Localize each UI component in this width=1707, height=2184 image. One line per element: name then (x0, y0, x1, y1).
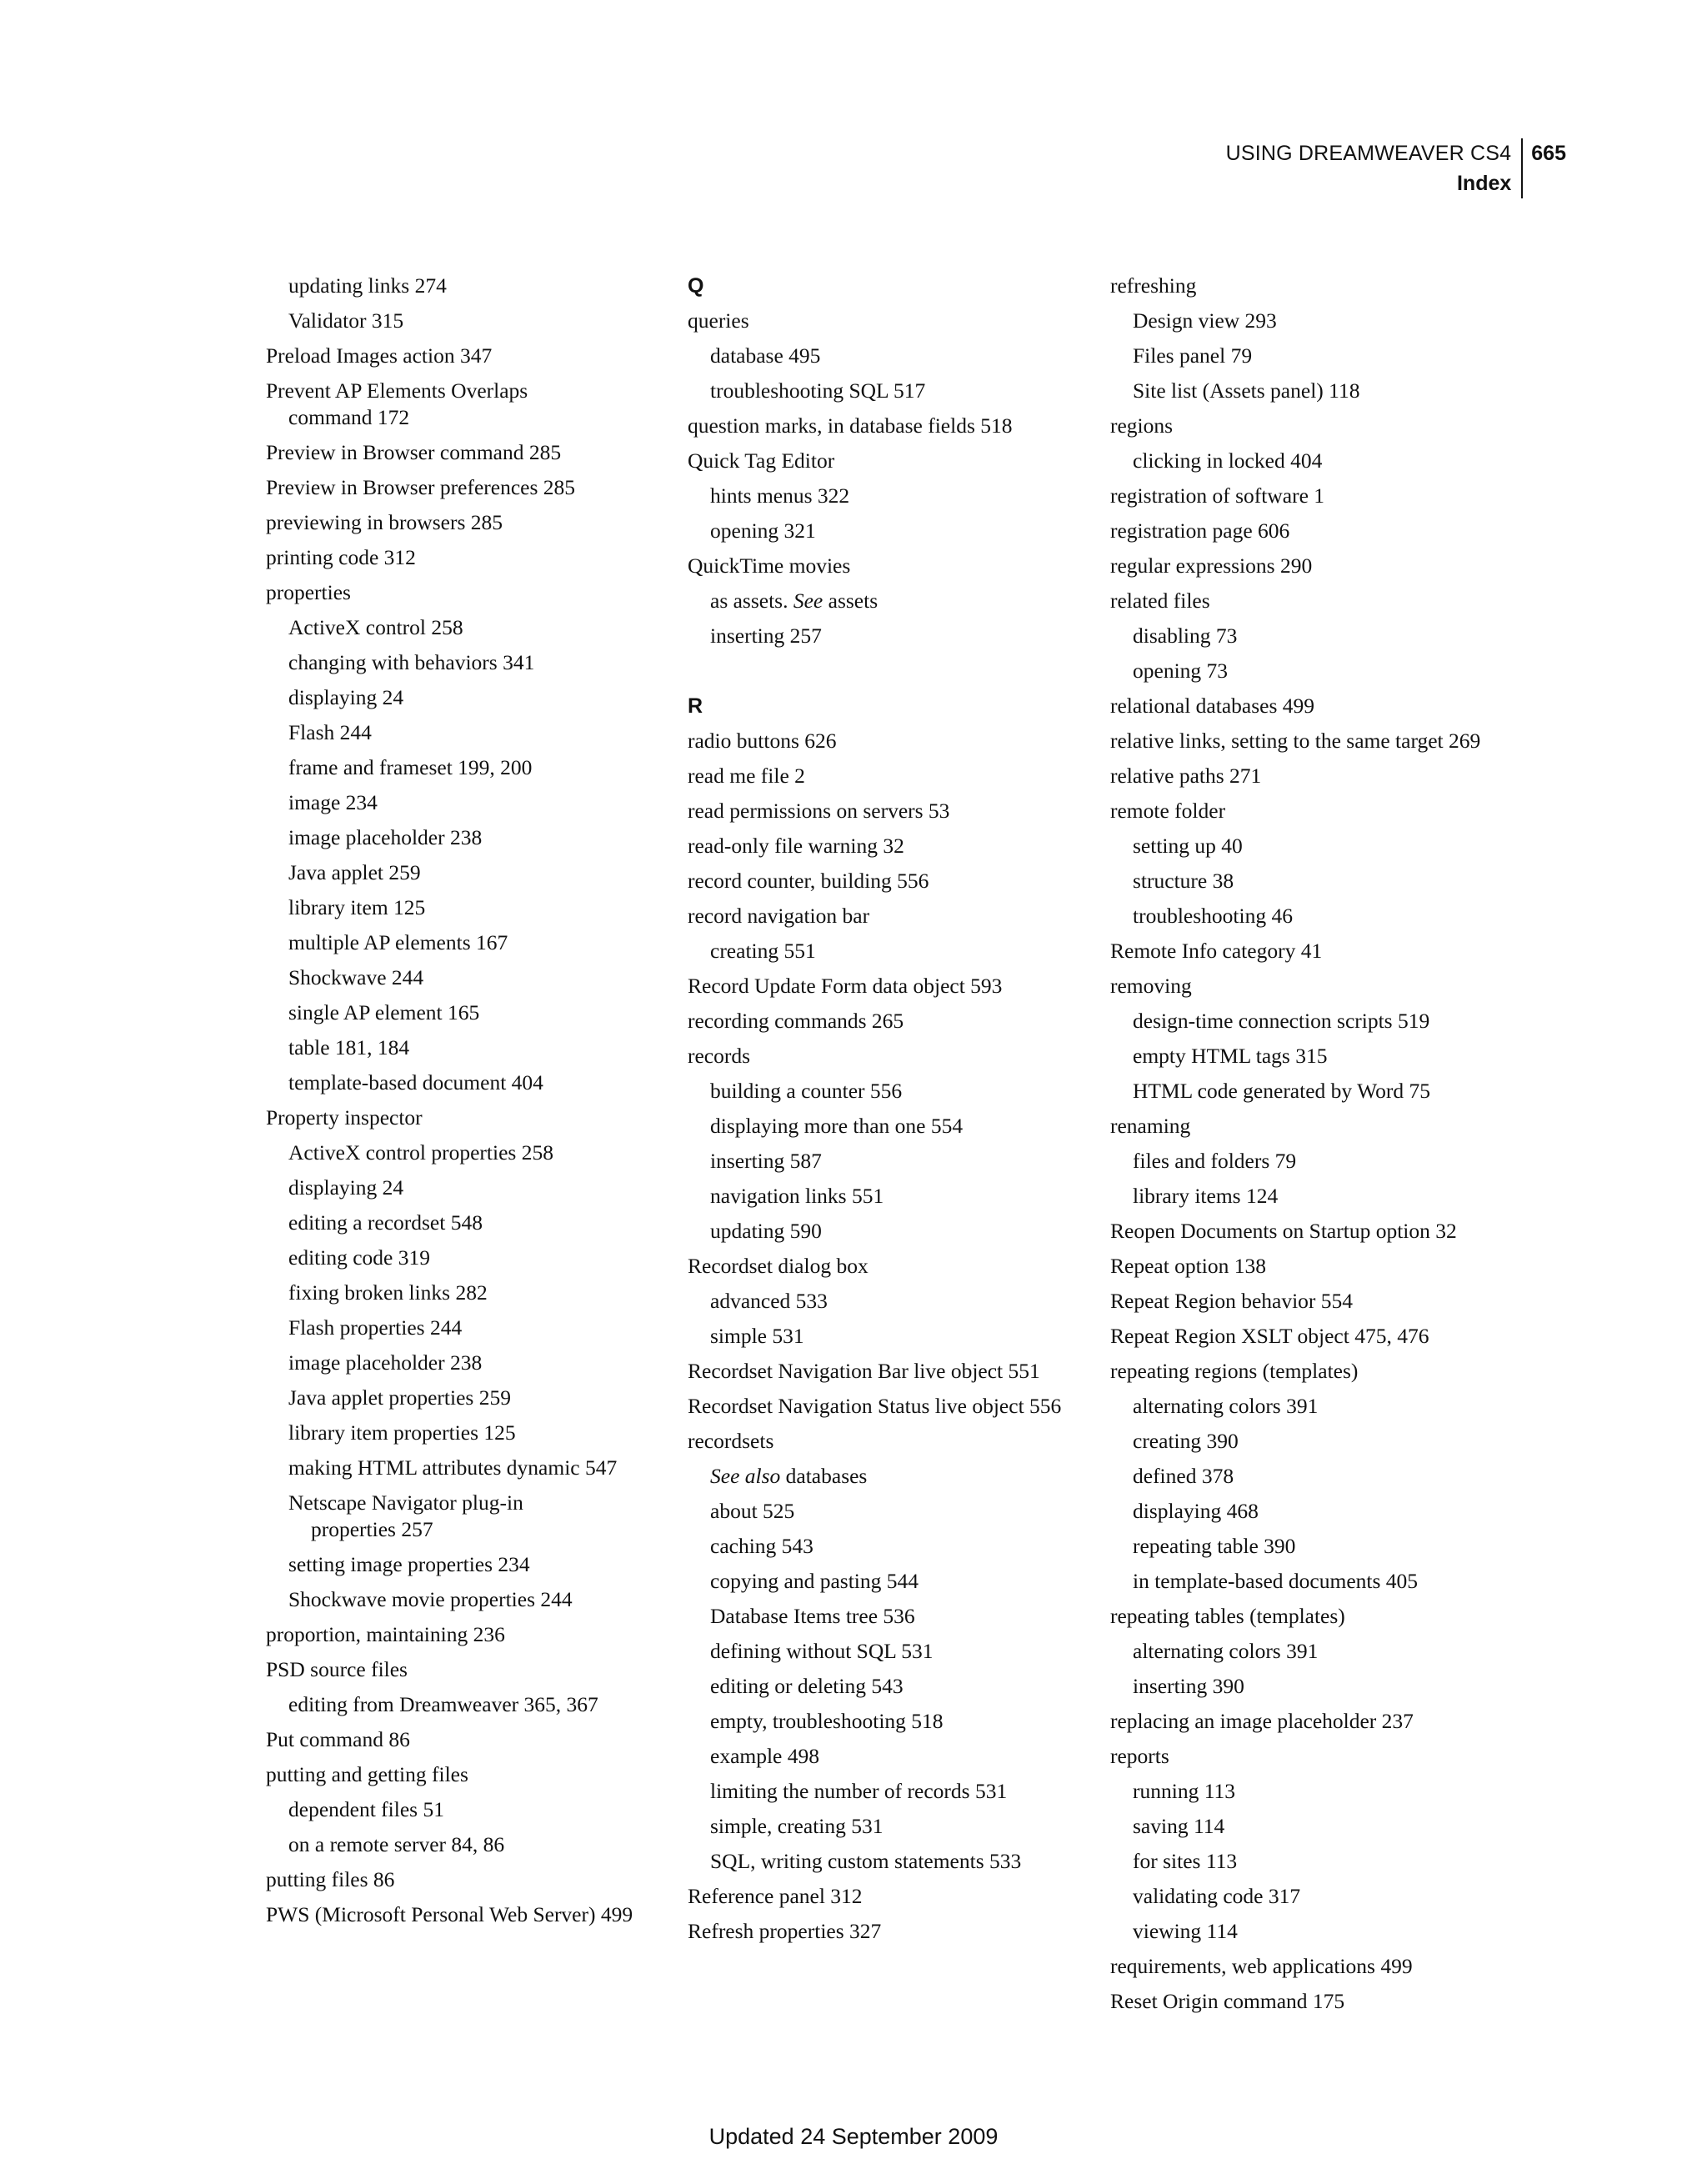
entry-text: opening 73 (1133, 659, 1229, 683)
entry-text: Java applet 259 (288, 860, 421, 884)
index-subentry (688, 1704, 1088, 1739)
entry-text: properties (266, 580, 351, 604)
index-subentry (688, 1529, 1088, 1564)
entry-text: Recordset dialog box (688, 1254, 869, 1278)
index-subentry (688, 1074, 1088, 1109)
entry-text: Reference panel 312 (688, 1884, 863, 1908)
cross-reference-target: assets (823, 589, 879, 613)
index-entry (1110, 1109, 1510, 1144)
index-subentry (1110, 1844, 1510, 1879)
index-entry (1110, 934, 1510, 969)
index-subentry (1110, 373, 1510, 408)
entry-text: repeating tables (templates) (1110, 1604, 1345, 1628)
index-entry (266, 470, 666, 505)
index-entry (688, 1424, 1088, 1459)
index-column-3 (1110, 268, 1510, 2019)
index-subentry (1110, 1879, 1510, 1914)
index-subentry (688, 1564, 1088, 1599)
entry-text: editing or deleting 543 (710, 1674, 904, 1698)
index-subentry (688, 934, 1088, 969)
index-subentry (688, 1284, 1088, 1319)
index-entry (266, 1722, 666, 1757)
entry-text: files and folders 79 (1133, 1149, 1297, 1173)
entry-text: Repeat Region XSLT object 475, 476 (1110, 1324, 1429, 1348)
entry-text: repeating regions (templates) (1110, 1359, 1359, 1383)
index-subentry (688, 619, 1088, 654)
section-gap (688, 654, 1088, 689)
entry-text: navigation links 551 (710, 1184, 884, 1208)
index-entry (688, 899, 1088, 934)
index-subentry (266, 1030, 666, 1065)
cross-reference-label: See also (710, 1464, 781, 1488)
entry-text: copying and pasting 544 (710, 1569, 919, 1593)
entry-text: records (688, 1044, 751, 1068)
index-subentry (1110, 1424, 1510, 1459)
index-subentry (266, 1345, 666, 1380)
index-subentry (266, 680, 666, 715)
index-subentry (688, 1214, 1088, 1249)
entry-text: related files (1110, 589, 1210, 613)
index-entry (1110, 1949, 1510, 1984)
entry-text: setting image properties 234 (288, 1552, 530, 1576)
index-entry (266, 575, 666, 610)
entry-text: inserting 587 (710, 1149, 822, 1173)
index-letter-heading: R (688, 694, 703, 718)
entry-text: setting up 40 (1133, 834, 1243, 858)
entry-text: clicking in locked 404 (1133, 448, 1323, 473)
entry-text: Reopen Documents on Startup option 32 (1110, 1219, 1457, 1243)
entry-text: proportion, maintaining 236 (266, 1622, 505, 1646)
index-subentry (688, 584, 1088, 619)
entry-text: queries (688, 308, 749, 333)
entry-text: empty HTML tags 315 (1133, 1044, 1328, 1068)
entry-text: image placeholder 238 (288, 1350, 483, 1375)
entry-text: Quick Tag Editor (688, 448, 835, 473)
index-entry (266, 1100, 666, 1135)
entry-text: Shockwave movie properties 244 (288, 1587, 573, 1611)
entry-text: image placeholder 238 (288, 825, 483, 849)
entry-text: registration of software 1 (1110, 483, 1325, 508)
index-subentry (1110, 654, 1510, 689)
entry-text: displaying more than one 554 (710, 1114, 964, 1138)
entry-text: remote folder (1110, 799, 1226, 823)
index-entry (1110, 1214, 1510, 1249)
entry-text: disabling 73 (1133, 624, 1238, 648)
index-subentry (1110, 338, 1510, 373)
index-entry (688, 1039, 1088, 1074)
index-entry (688, 303, 1088, 338)
index-entry (688, 794, 1088, 829)
index-subentry (1110, 1179, 1510, 1214)
entry-text: Recordset Navigation Status live object 556 (688, 1394, 1062, 1418)
index-subentry (1110, 899, 1510, 934)
entry-text: multiple AP elements 167 (288, 930, 508, 954)
index-entry (1110, 1739, 1510, 1774)
index-subentry (1110, 1529, 1510, 1564)
index-subentry (266, 750, 666, 785)
entry-text: putting files 86 (266, 1867, 395, 1891)
page-footer: Updated 24 September 2009 (708, 2124, 999, 2149)
entry-text: relative paths 271 (1110, 764, 1262, 788)
index-subentry (266, 1485, 666, 1547)
entry-text: alternating colors 391 (1133, 1394, 1319, 1418)
index-subentry (266, 715, 666, 750)
index-entry (1110, 1599, 1510, 1634)
index-entry (688, 829, 1088, 864)
index-entry (688, 1004, 1088, 1039)
index-subentry (266, 1240, 666, 1275)
index-subentry (266, 268, 666, 303)
running-header (1226, 138, 1566, 198)
entry-text: updating 590 (710, 1219, 822, 1243)
entry-text: fixing broken links 282 (288, 1280, 488, 1305)
index-subentry (1110, 1459, 1510, 1494)
index-subentry (688, 1179, 1088, 1214)
index-subentry (688, 478, 1088, 513)
entry-text: Repeat option 138 (1110, 1254, 1266, 1278)
index-entry (1110, 408, 1510, 443)
index-entry (1110, 1984, 1510, 2019)
index-subentry (688, 373, 1088, 408)
index-subentry (266, 1582, 666, 1617)
index-subentry (1110, 1494, 1510, 1529)
entry-text: inserting 257 (710, 624, 822, 648)
index-subentry (688, 1494, 1088, 1529)
index-entry (688, 864, 1088, 899)
entry-text: displaying 24 (288, 1175, 404, 1200)
index-entry (1110, 724, 1510, 759)
entry-text: template-based document 404 (288, 1070, 543, 1095)
index-entry (688, 759, 1088, 794)
entry-text: about 525 (710, 1499, 795, 1523)
entry-text: defining without SQL 531 (710, 1639, 934, 1663)
entry-text: example 498 (710, 1744, 819, 1768)
index-subentry (266, 960, 666, 995)
entry-text: displaying 468 (1133, 1499, 1259, 1523)
entry-text: displaying 24 (288, 685, 404, 709)
index-column-1 (266, 268, 666, 1932)
index-entry (266, 373, 666, 435)
index-entry (1110, 1284, 1510, 1319)
entry-text: on a remote server 84, 86 (288, 1832, 505, 1856)
index-subentry (266, 1827, 666, 1862)
entry-text: Files panel 79 (1133, 343, 1253, 368)
index-subentry (266, 1065, 666, 1100)
index-subentry (688, 1774, 1088, 1809)
index-subentry (266, 1170, 666, 1205)
entry-text: table 181, 184 (288, 1035, 410, 1059)
index-subentry (266, 890, 666, 925)
index-letter-heading: Q (688, 274, 704, 298)
index-entry (266, 338, 666, 373)
entry-text: printing code 312 (266, 545, 416, 569)
index-entry (1110, 1249, 1510, 1284)
entry-text: registration page 606 (1110, 518, 1290, 543)
index-entry (1110, 1319, 1510, 1354)
index-subentry (688, 1669, 1088, 1704)
entry-text: PSD source files (266, 1657, 408, 1681)
entry-text: inserting 390 (1133, 1674, 1244, 1698)
section-title: Index (1456, 172, 1512, 195)
index-subentry (266, 1135, 666, 1170)
index-subentry (1110, 1774, 1510, 1809)
entry-continuation: command 172 (288, 405, 410, 429)
index-subentry (266, 1275, 666, 1310)
index-subentry (1110, 1564, 1510, 1599)
index-subentry (688, 1459, 1088, 1494)
index-subentry (266, 645, 666, 680)
entry-text: Java applet properties 259 (288, 1385, 511, 1410)
entry-text: SQL, writing custom statements 533 (710, 1849, 1022, 1873)
index-entry (688, 724, 1088, 759)
index-subentry (688, 1634, 1088, 1669)
entry-text: Remote Info category 41 (1110, 939, 1323, 963)
entry-text: renaming (1110, 1114, 1191, 1138)
index-entry (688, 549, 1088, 584)
entry-text: structure 38 (1133, 869, 1234, 893)
index-column-2 (688, 268, 1088, 1949)
entry-text: read me file 2 (688, 764, 805, 788)
entry-text: as assets. (710, 589, 793, 613)
entry-text: HTML code generated by Word 75 (1133, 1079, 1430, 1103)
index-entry (266, 435, 666, 470)
entry-text: changing with behaviors 341 (288, 650, 535, 674)
index-entry (266, 1757, 666, 1792)
index-entry (266, 1862, 666, 1897)
index-entry (688, 443, 1088, 478)
entry-text: relational databases 499 (1110, 694, 1314, 718)
index-entry (266, 505, 666, 540)
entry-text: regular expressions 290 (1110, 554, 1313, 578)
index-entry (1110, 268, 1510, 303)
entry-text: library item 125 (288, 895, 426, 919)
index-entry (1110, 759, 1510, 794)
entry-text: troubleshooting 46 (1133, 904, 1293, 928)
index-subentry (266, 303, 666, 338)
entry-text: editing a recordset 548 (288, 1210, 483, 1235)
index-subentry (688, 1844, 1088, 1879)
index-subentry (266, 1687, 666, 1722)
entry-text: updating links 274 (288, 273, 447, 298)
entry-text: creating 551 (710, 939, 816, 963)
index-subentry (1110, 1914, 1510, 1949)
entry-text: limiting the number of records 531 (710, 1779, 1008, 1803)
entry-text: hints menus 322 (710, 483, 850, 508)
entry-text: design-time connection scripts 519 (1133, 1009, 1430, 1033)
index-entry (688, 1914, 1088, 1949)
index-entry (266, 1652, 666, 1687)
entry-text: read permissions on servers 53 (688, 799, 950, 823)
entry-text: regions (1110, 413, 1174, 438)
index-subentry (688, 1109, 1088, 1144)
index-subentry (266, 820, 666, 855)
index-entry (1110, 549, 1510, 584)
entry-text: opening 321 (710, 518, 816, 543)
header-text (1226, 138, 1522, 198)
index-subentry (1110, 1809, 1510, 1844)
entry-text: image 234 (288, 790, 378, 814)
entry-text: Property inspector (266, 1105, 423, 1130)
entry-text: ActiveX control 258 (288, 615, 463, 639)
entry-text: read-only file warning 32 (688, 834, 904, 858)
entry-text: building a counter 556 (710, 1079, 903, 1103)
index-entry (266, 1617, 666, 1652)
entry-text: Preview in Browser preferences 285 (266, 475, 576, 499)
index-entry (1110, 689, 1510, 724)
entry-text: Recordset Navigation Bar live object 551 (688, 1359, 1040, 1383)
index-entry (1110, 794, 1510, 829)
index-subentry (688, 1144, 1088, 1179)
entry-text: radio buttons 626 (688, 729, 837, 753)
entry-text: creating 390 (1133, 1429, 1239, 1453)
entry-text: Put command 86 (266, 1727, 410, 1751)
cross-reference-target: databases (780, 1464, 868, 1488)
index-subentry (266, 1205, 666, 1240)
index-subentry (1110, 1144, 1510, 1179)
index-subentry (266, 1450, 666, 1485)
entry-continuation: properties 257 (311, 1517, 433, 1541)
entry-text: frame and frameset 199, 200 (288, 755, 533, 779)
entry-text: empty, troubleshooting 518 (710, 1709, 944, 1733)
entry-text: recording commands 265 (688, 1009, 904, 1033)
entry-text: advanced 533 (710, 1289, 828, 1313)
entry-text: Flash 244 (288, 720, 372, 744)
entry-text: reports (1110, 1744, 1169, 1768)
entry-text: Design view 293 (1133, 308, 1277, 333)
index-entry (1110, 513, 1510, 549)
index-entry (1110, 969, 1510, 1004)
index-subentry (1110, 829, 1510, 864)
entry-text: Shockwave 244 (288, 965, 424, 989)
entry-text: for sites 113 (1133, 1849, 1238, 1873)
entry-text: in template-based documents 405 (1133, 1569, 1419, 1593)
index-subentry (1110, 303, 1510, 338)
entry-text: database 495 (710, 343, 821, 368)
entry-text: recordsets (688, 1429, 774, 1453)
entry-text: replacing an image placeholder 237 (1110, 1709, 1414, 1733)
entry-text: Validator 315 (288, 308, 404, 333)
index-subentry (266, 1310, 666, 1345)
entry-text: editing code 319 (288, 1245, 430, 1270)
page-number: 665 (1531, 142, 1566, 165)
entry-text: defined 378 (1133, 1464, 1234, 1488)
index-subentry (1110, 1389, 1510, 1424)
entry-text: viewing 114 (1133, 1919, 1238, 1943)
index-entry (688, 1389, 1088, 1424)
entry-text: library items 124 (1133, 1184, 1279, 1208)
index-subentry (266, 785, 666, 820)
entry-text: caching 543 (710, 1534, 813, 1558)
index-entry (1110, 478, 1510, 513)
entry-text: dependent files 51 (288, 1797, 444, 1821)
entry-text: making HTML attributes dynamic 547 (288, 1455, 618, 1480)
index-entry (688, 408, 1088, 443)
entry-text: running 113 (1133, 1779, 1236, 1803)
entry-text: single AP element 165 (288, 1000, 480, 1024)
index-entry (1110, 584, 1510, 619)
index-subentry (688, 338, 1088, 373)
index-subentry (688, 1809, 1088, 1844)
index-subentry (1110, 1634, 1510, 1669)
index-entry (1110, 1354, 1510, 1389)
index-subentry (688, 1599, 1088, 1634)
entry-text: QuickTime movies (688, 554, 851, 578)
index-subentry (266, 1792, 666, 1827)
index-subentry (266, 1380, 666, 1415)
index-subentry (266, 925, 666, 960)
entry-text: record navigation bar (688, 904, 870, 928)
index-entry (1110, 1704, 1510, 1739)
entry-text: Repeat Region behavior 554 (1110, 1289, 1354, 1313)
entry-text: repeating table 390 (1133, 1534, 1296, 1558)
index-entry (688, 1249, 1088, 1284)
book-title: USING DREAMWEAVER CS4 (1225, 142, 1512, 165)
entry-text: troubleshooting SQL 517 (710, 378, 926, 403)
index-entry (688, 1879, 1088, 1914)
index-subentry (266, 995, 666, 1030)
entry-text: previewing in browsers 285 (266, 510, 503, 534)
entry-text: relative links, setting to the same target 269 (1110, 729, 1481, 753)
entry-text: saving 114 (1133, 1814, 1225, 1838)
entry-text: PWS (Microsoft Personal Web Server) 499 (266, 1902, 633, 1926)
entry-text: removing (1110, 974, 1192, 998)
entry-text: alternating colors 391 (1133, 1639, 1319, 1663)
index-entry (688, 1354, 1088, 1389)
entry-text: Database Items tree 536 (710, 1604, 915, 1628)
entry-text: library item properties 125 (288, 1420, 516, 1445)
entry-text: putting and getting files (266, 1762, 468, 1786)
entry-text: Preload Images action 347 (266, 343, 493, 368)
entry-text: Record Update Form data object 593 (688, 974, 1003, 998)
entry-text: Reset Origin command 175 (1110, 1989, 1345, 2013)
index-subentry (688, 513, 1088, 549)
entry-text: Netscape Navigator plug-in (288, 1490, 523, 1515)
cross-reference-label: See (793, 589, 823, 613)
entry-text: simple, creating 531 (710, 1814, 884, 1838)
index-subentry (1110, 1669, 1510, 1704)
entry-text: record counter, building 556 (688, 869, 929, 893)
index-subentry (266, 855, 666, 890)
index-subentry (266, 1415, 666, 1450)
entry-text: Preview in Browser command 285 (266, 440, 562, 464)
entry-text: validating code 317 (1133, 1884, 1301, 1908)
entry-text: simple 531 (710, 1324, 804, 1348)
entry-text: editing from Dreamweaver 365, 367 (288, 1692, 598, 1716)
index-subentry (688, 1739, 1088, 1774)
entry-text: Flash properties 244 (288, 1315, 463, 1340)
index-subentry (1110, 1004, 1510, 1039)
index-entry (266, 540, 666, 575)
index-subentry (1110, 619, 1510, 654)
entry-text: refreshing (1110, 273, 1197, 298)
index-entry (266, 1897, 666, 1932)
entry-text: Site list (Assets panel) 118 (1133, 378, 1360, 403)
index-subentry (1110, 1074, 1510, 1109)
entry-text: question marks, in database fields 518 (688, 413, 1013, 438)
index-subentry (688, 1319, 1088, 1354)
entry-text: Refresh properties 327 (688, 1919, 882, 1943)
entry-text: ActiveX control properties 258 (288, 1140, 553, 1165)
index-subentry (1110, 1039, 1510, 1074)
entry-text: Prevent AP Elements Overlaps (266, 378, 528, 403)
index-subentry (266, 610, 666, 645)
index-subentry (1110, 864, 1510, 899)
index-subentry (266, 1547, 666, 1582)
entry-text: requirements, web applications 499 (1110, 1954, 1413, 1978)
index-subentry (1110, 443, 1510, 478)
index-entry (688, 969, 1088, 1004)
